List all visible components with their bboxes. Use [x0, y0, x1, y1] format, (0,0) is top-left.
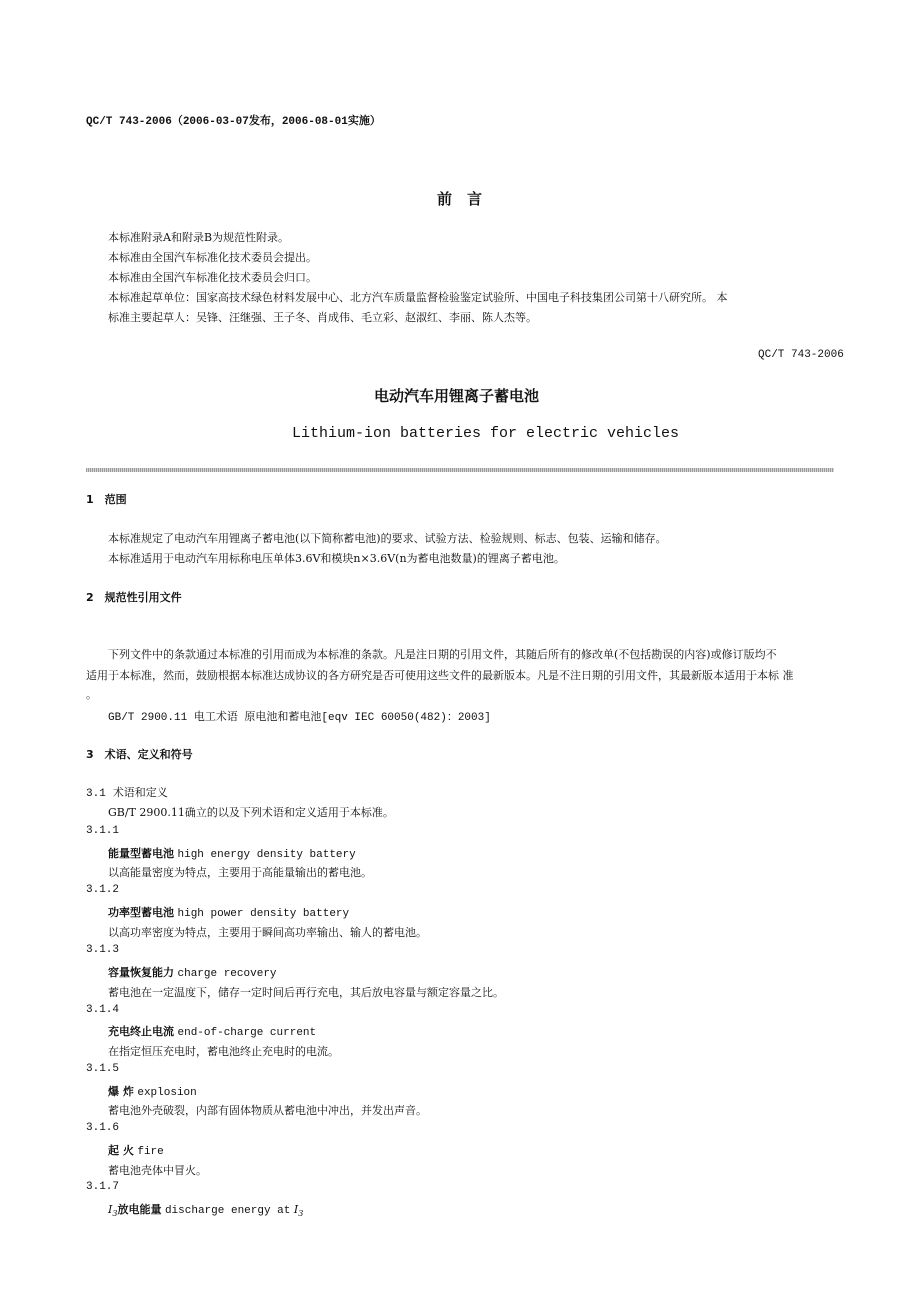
term-definition: 蓄电池外壳破裂，内部有固体物质从蓄电池中冲出，并发出声音。 — [108, 1104, 427, 1117]
term-heading — [108, 845, 356, 861]
term-name-cn: 充电终止电流 — [108, 1025, 174, 1038]
term-number: 3.1.1 — [86, 825, 120, 837]
term-definition: 在指定恒压充电时，蓄电池终止充电时的电流。 — [108, 1045, 339, 1058]
term-name-en: fire — [137, 1146, 164, 1158]
term-number: 3.1.4 — [86, 1004, 120, 1016]
term-definition: 蓄电池在一定温度下，储存一定时间后再行充电，其后放电容量与额定容量之比。 — [108, 986, 504, 999]
section-2-para-line: 适用于本标准，然而，鼓励根据本标准达成协议的各方研究是否可使用这些文件的最新版本。凡是不注日期的引用文件，其最新版本适用于本标 准 — [86, 669, 794, 682]
term-name-en: high energy density battery — [177, 849, 356, 861]
term-heading — [108, 1023, 316, 1039]
foreword-para: 本标准由全国汽车标准化技术委员会归口。 — [108, 271, 317, 284]
subsection-title: 术语和定义 — [112, 786, 168, 799]
term-heading — [108, 1083, 197, 1099]
subsection-number: 3.1 — [86, 788, 106, 800]
term-definition: 以高功率密度为特点，主要用于瞬间高功率输出、输人的蓄电池。 — [108, 926, 427, 939]
term-name-en: explosion — [137, 1087, 197, 1099]
term-name-cn: 放电能量 — [117, 1203, 162, 1216]
term-name-en: charge recovery — [177, 968, 277, 980]
standard-info-line: QC/T 743-2006（2006-03-07发布，2006-08-01实施） — [86, 116, 381, 128]
standard-code: QC/T 743-2006 — [758, 349, 844, 361]
section-1-para: 本标准规定了电动汽车用锂离子蓄电池(以下简称蓄电池)的要求、试验方法、检验规则、标志、包装、运输和储存。 — [108, 532, 667, 545]
foreword-title: 前 言 — [437, 190, 483, 208]
normative-reference: GB/T 2900.11 电工术语 原电池和蓄电池[eqv IEC 60050(482)：2003] — [108, 712, 491, 724]
section-1-para: 本标准适用于电动汽车用标称电压单体3.6V和模块n×3.6V(n为蓄电池数量)的锂离子蓄电池。 — [108, 552, 565, 565]
section-1-heading: 1 范围 — [86, 493, 127, 506]
term-definition: 蓄电池壳体中冒火。 — [108, 1164, 207, 1177]
section-3-heading: 3 术语、定义和符号 — [86, 748, 193, 761]
document-title-en: Lithium-ion batteries for electric vehicles — [292, 425, 680, 442]
section-2-heading: 2 规范性引用文件 — [86, 591, 182, 604]
symbol-i3: $I_3$ — [108, 1203, 118, 1218]
title-divider — [86, 468, 834, 472]
term-heading — [108, 1201, 303, 1218]
term-heading — [108, 1142, 164, 1158]
term-name-cn: 能量型蓄电池 — [108, 847, 174, 860]
foreword-para: 本标准附录A和附录B为规范性附录。 — [108, 231, 290, 244]
foreword-para: 本标准由全国汽车标准化技术委员会提出。 — [108, 251, 317, 264]
term-name-en: discharge energy at — [164, 1205, 291, 1217]
term-number: 3.1.2 — [86, 884, 120, 896]
term-number: 3.1.5 — [86, 1063, 120, 1075]
term-definition: 以高能量密度为特点，主要用于高能量输出的蓄电池。 — [108, 866, 372, 879]
term-heading — [108, 904, 349, 920]
term-name-en: high power density battery — [177, 908, 350, 920]
term-name-en: end-of-charge current — [177, 1027, 317, 1039]
symbol-i3: $I_3$ — [293, 1203, 304, 1218]
foreword-para: 本标准起草单位：国家高技术绿色材料发展中心、北方汽车质量监督检验鉴定试验所、中国电子科技集团公司第十八研究所。 本 — [108, 291, 728, 304]
term-name-cn: 起 火 — [108, 1144, 134, 1157]
foreword-para: 标准主要起草人：吴锋、汪继强、王子冬、肖成伟、毛立彩、赵淑红、李丽、陈人杰等。 — [108, 311, 537, 324]
subsection-3-1 — [86, 784, 168, 800]
term-name-cn: 功率型蓄电池 — [108, 906, 174, 919]
term-number: 3.1.3 — [86, 944, 120, 956]
subsection-intro: GB/T 2900.11确立的以及下列术语和定义适用于本标准。 — [108, 806, 394, 819]
document-title-cn: 电动汽车用锂离子蓄电池 — [374, 387, 540, 405]
term-number: 3.1.7 — [86, 1181, 120, 1193]
term-number: 3.1.6 — [86, 1122, 120, 1134]
term-heading — [108, 964, 277, 980]
term-name-cn: 爆 炸 — [108, 1085, 134, 1098]
section-2-para-line: 下列文件中的条款通过本标准的引用而成为本标准的条款。凡是注日期的引用文件，其随后所有的修改单(不包括勘误的内容)或修订版均不 — [108, 648, 777, 661]
section-2-para-line: 。 — [86, 688, 97, 701]
term-name-cn: 容量恢复能力 — [108, 966, 174, 979]
